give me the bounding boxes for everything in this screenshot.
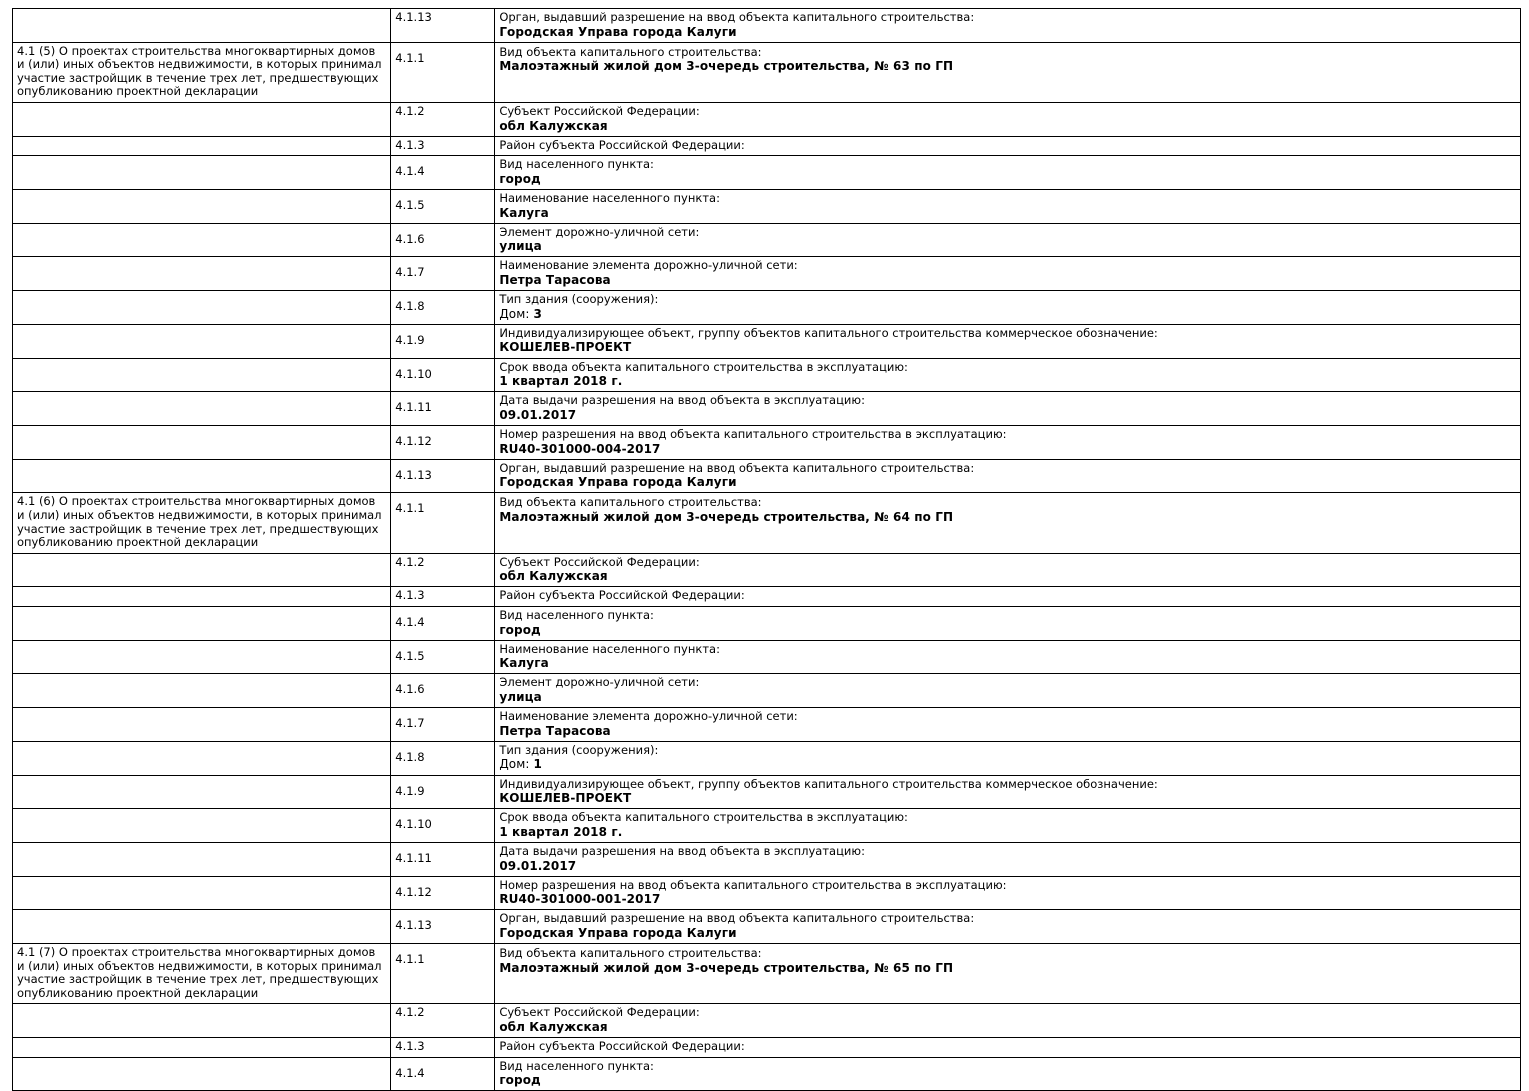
row-value-cell bbox=[495, 741, 1521, 775]
table-row bbox=[13, 156, 1521, 190]
row-value: RU40-301000-001-2017 bbox=[499, 892, 661, 907]
row-label: Наименование населенного пункта: bbox=[499, 191, 720, 205]
row-code-cell bbox=[391, 708, 495, 742]
row-code: 4.1.11 bbox=[395, 400, 432, 415]
row-value-cell bbox=[495, 876, 1521, 910]
row-value-cell bbox=[495, 223, 1521, 257]
row-code: 4.1.1 bbox=[395, 50, 425, 65]
row-code-cell bbox=[391, 42, 495, 102]
row-value-cell bbox=[495, 708, 1521, 742]
row-value-cell bbox=[495, 775, 1521, 809]
row-code-cell bbox=[391, 9, 495, 43]
row-code: 4.1.6 bbox=[395, 682, 425, 697]
spacer-cell bbox=[13, 156, 391, 190]
spacer-cell bbox=[13, 102, 391, 136]
row-label: Вид объекта капитального строительства: bbox=[499, 496, 762, 510]
row-code: 4.1.5 bbox=[395, 197, 425, 212]
row-label: Район субъекта Российской Федерации: bbox=[499, 1040, 745, 1054]
row-label: Срок ввода объекта капитального строительства в эксплуатацию: bbox=[499, 360, 908, 374]
table-row bbox=[13, 606, 1521, 640]
row-label: Тип здания (сооружения): bbox=[499, 743, 659, 757]
row-value-cell bbox=[495, 587, 1521, 607]
row-label: Вид населенного пункта: bbox=[499, 1059, 654, 1073]
table-row bbox=[13, 1057, 1521, 1091]
row-code: 4.1.3 bbox=[395, 1039, 425, 1054]
row-code: 4.1.9 bbox=[395, 332, 425, 347]
row-code-cell bbox=[391, 606, 495, 640]
row-label: Индивидуализирующее объект, группу объектов капитального строительства коммерческое обозначение: bbox=[499, 326, 1158, 340]
row-code: 4.1.7 bbox=[395, 716, 425, 731]
row-value-cell bbox=[495, 358, 1521, 392]
section-title-cell bbox=[13, 9, 391, 43]
row-code: 4.1.5 bbox=[395, 648, 425, 663]
row-code-cell bbox=[391, 291, 495, 325]
table-row bbox=[13, 876, 1521, 910]
row-value: обл Калужская bbox=[499, 1019, 608, 1034]
row-value: 3 bbox=[533, 306, 542, 321]
row-code: 4.1.4 bbox=[395, 614, 425, 629]
row-value-prefix: Дом: bbox=[499, 306, 534, 321]
spacer-cell bbox=[13, 136, 391, 156]
row-value: Городская Управа города Калуги bbox=[499, 475, 737, 490]
row-code: 4.1.6 bbox=[395, 231, 425, 246]
row-value: Малоэтажный жилой дом 3-очередь строительства, № 64 по ГП bbox=[499, 510, 954, 524]
table-row bbox=[13, 587, 1521, 607]
row-code-cell bbox=[391, 674, 495, 708]
table-row bbox=[13, 102, 1521, 136]
spacer-cell bbox=[13, 876, 391, 910]
row-code-cell bbox=[391, 553, 495, 587]
row-label: Вид населенного пункта: bbox=[499, 158, 654, 172]
spacer-cell bbox=[13, 392, 391, 426]
spacer-cell bbox=[13, 324, 391, 358]
row-code-cell bbox=[391, 358, 495, 392]
table-row bbox=[13, 42, 1521, 102]
table-row bbox=[13, 674, 1521, 708]
row-code-cell bbox=[391, 156, 495, 190]
row-label: Субъект Российской Федерации: bbox=[499, 1006, 700, 1020]
table-row bbox=[13, 809, 1521, 843]
row-label: Дата выдачи разрешения на ввод объекта в эксплуатацию: bbox=[499, 845, 865, 858]
section-title: 4.1 (6) О проектах строительства многоквартирных домов и (или) иных объектов недвижимости, в которых принимал участие застройщик в течение трех лет, предшествующих опубликованию проектной декларации bbox=[17, 494, 382, 550]
spacer-cell bbox=[13, 189, 391, 223]
row-code: 4.1.13 bbox=[395, 10, 432, 24]
row-value: город bbox=[499, 171, 541, 186]
row-label: Орган, выдавший разрешение на ввод объекта капитального строительства: bbox=[499, 11, 975, 24]
row-value: 09.01.2017 bbox=[499, 407, 577, 422]
row-code-cell bbox=[391, 640, 495, 674]
row-value: Петра Тарасова bbox=[499, 272, 611, 287]
row-label: Субъект Российской Федерации: bbox=[499, 104, 700, 118]
spacer-cell bbox=[13, 291, 391, 325]
row-code: 4.1.10 bbox=[395, 366, 432, 381]
row-label: Индивидуализирующее объект, группу объектов капитального строительства коммерческое обозначение: bbox=[499, 777, 1158, 791]
row-code: 4.1.8 bbox=[395, 299, 425, 314]
row-code: 4.1.2 bbox=[395, 103, 425, 118]
table-row bbox=[13, 9, 1521, 43]
row-label: Элемент дорожно-уличной сети: bbox=[499, 225, 700, 239]
row-code: 4.1.9 bbox=[395, 783, 425, 798]
spacer-cell bbox=[13, 809, 391, 843]
spacer-cell bbox=[13, 606, 391, 640]
row-label: Вид объекта капитального строительства: bbox=[499, 45, 762, 59]
row-label: Номер разрешения на ввод объекта капитального строительства в эксплуатацию: bbox=[499, 428, 1007, 441]
row-code: 4.1.8 bbox=[395, 749, 425, 764]
row-label: Наименование населенного пункта: bbox=[499, 642, 720, 656]
row-value-line bbox=[499, 757, 1516, 771]
row-value-cell bbox=[495, 1004, 1521, 1038]
row-value: город bbox=[499, 1073, 541, 1088]
row-value-cell bbox=[495, 1038, 1521, 1058]
table-row bbox=[13, 392, 1521, 426]
row-value-cell bbox=[495, 493, 1521, 553]
table-row bbox=[13, 708, 1521, 742]
row-code-cell bbox=[391, 1004, 495, 1038]
row-code-cell bbox=[391, 843, 495, 877]
table-row bbox=[13, 910, 1521, 944]
row-value: Городская Управа города Калуги bbox=[499, 24, 737, 39]
row-value: Малоэтажный жилой дом 3-очередь строительства, № 65 по ГП bbox=[499, 960, 954, 975]
section-title: 4.1 (7) О проектах строительства многоквартирных домов и (или) иных объектов недвижимости, в которых принимал участие застройщик в течение трех лет, предшествующих опубликованию проектной декларации bbox=[17, 945, 382, 1000]
row-code: 4.1.2 bbox=[395, 554, 425, 569]
row-code-cell bbox=[391, 426, 495, 460]
table-row bbox=[13, 640, 1521, 674]
table-row bbox=[13, 1004, 1521, 1038]
row-value-cell bbox=[495, 9, 1521, 43]
row-code: 4.1.12 bbox=[395, 884, 432, 899]
row-code: 4.1.12 bbox=[395, 434, 432, 448]
row-value-cell bbox=[495, 156, 1521, 190]
row-code: 4.1.7 bbox=[395, 265, 425, 280]
table-row bbox=[13, 553, 1521, 587]
row-code: 4.1.11 bbox=[395, 851, 432, 865]
row-code-cell bbox=[391, 944, 495, 1004]
row-code-cell bbox=[391, 775, 495, 809]
row-code-cell bbox=[391, 587, 495, 607]
row-value-cell bbox=[495, 426, 1521, 460]
row-value: обл Калужская bbox=[499, 569, 608, 584]
row-value-cell bbox=[495, 843, 1521, 877]
row-value: КОШЕЛЕВ-ПРОЕКТ bbox=[499, 791, 632, 806]
table-row bbox=[13, 426, 1521, 460]
row-label: Наименование элемента дорожно-уличной сети: bbox=[499, 710, 798, 724]
row-value: город bbox=[499, 622, 541, 637]
row-label: Район субъекта Российской Федерации: bbox=[499, 589, 745, 603]
table-row bbox=[13, 1038, 1521, 1058]
table-row bbox=[13, 944, 1521, 1004]
row-code-cell bbox=[391, 136, 495, 156]
row-value: 1 квартал 2018 г. bbox=[499, 824, 623, 839]
declaration-table bbox=[12, 8, 1521, 1091]
table-row bbox=[13, 324, 1521, 358]
table-row bbox=[13, 358, 1521, 392]
spacer-cell bbox=[13, 553, 391, 587]
row-code: 4.1.13 bbox=[395, 918, 432, 933]
row-code-cell bbox=[391, 1038, 495, 1058]
row-code-cell bbox=[391, 741, 495, 775]
spacer-cell bbox=[13, 1004, 391, 1038]
spacer-cell bbox=[13, 843, 391, 877]
table-row bbox=[13, 843, 1521, 877]
table-row bbox=[13, 291, 1521, 325]
section-title-cell bbox=[13, 493, 391, 553]
row-value: 1 bbox=[533, 757, 542, 772]
row-value-cell bbox=[495, 459, 1521, 493]
row-value-cell bbox=[495, 102, 1521, 136]
row-value-cell bbox=[495, 944, 1521, 1004]
row-value: Калуга bbox=[499, 205, 549, 220]
row-label: Тип здания (сооружения): bbox=[499, 293, 659, 307]
spacer-cell bbox=[13, 257, 391, 291]
table-row bbox=[13, 223, 1521, 257]
row-code: 4.1.4 bbox=[395, 164, 425, 179]
row-value: RU40-301000-004-2017 bbox=[499, 441, 661, 456]
row-label: Орган, выдавший разрешение на ввод объекта капитального строительства: bbox=[499, 461, 975, 475]
row-code-cell bbox=[391, 459, 495, 493]
row-value-cell bbox=[495, 1057, 1521, 1091]
row-value: Петра Тарасова bbox=[499, 723, 611, 738]
row-code: 4.1.3 bbox=[395, 588, 425, 603]
row-code: 4.1.1 bbox=[395, 501, 425, 516]
row-value-cell bbox=[495, 136, 1521, 156]
spacer-cell bbox=[13, 910, 391, 944]
row-value-prefix: Дом: bbox=[499, 757, 534, 772]
row-value: КОШЕЛЕВ-ПРОЕКТ bbox=[499, 340, 632, 355]
row-code-cell bbox=[391, 809, 495, 843]
row-value-cell bbox=[495, 640, 1521, 674]
row-code-cell bbox=[391, 876, 495, 910]
spacer-cell bbox=[13, 1038, 391, 1058]
row-value: улица bbox=[499, 239, 542, 254]
row-label: Элемент дорожно-уличной сети: bbox=[499, 676, 700, 690]
row-value-cell bbox=[495, 257, 1521, 291]
row-label: Вид объекта капитального строительства: bbox=[499, 947, 762, 961]
row-value: 1 квартал 2018 г. bbox=[499, 374, 623, 389]
spacer-cell bbox=[13, 775, 391, 809]
row-code-cell bbox=[391, 223, 495, 257]
row-code: 4.1.3 bbox=[395, 137, 425, 152]
table-body bbox=[13, 9, 1521, 1091]
spacer-cell bbox=[13, 674, 391, 708]
spacer-cell bbox=[13, 459, 391, 493]
row-code: 4.1.10 bbox=[395, 817, 432, 832]
row-code-cell bbox=[391, 257, 495, 291]
row-value: Калуга bbox=[499, 656, 549, 671]
row-code: 4.1.2 bbox=[395, 1005, 425, 1020]
row-code: 4.1.13 bbox=[395, 467, 432, 482]
row-value-cell bbox=[495, 42, 1521, 102]
row-value-cell bbox=[495, 189, 1521, 223]
row-value-cell bbox=[495, 809, 1521, 843]
section-title: 4.1 (5) О проектах строительства многоквартирных домов и (или) иных объектов недвижимости, в которых принимал участие застройщик в течение трех лет, предшествующих опубликованию проектной декларации bbox=[17, 43, 382, 99]
row-code: 4.1.4 bbox=[395, 1065, 425, 1080]
table-row bbox=[13, 136, 1521, 156]
section-title-cell bbox=[13, 42, 391, 102]
row-value: 09.01.2017 bbox=[499, 858, 577, 873]
table-row bbox=[13, 741, 1521, 775]
row-value: Городская Управа города Калуги bbox=[499, 926, 737, 940]
row-value-cell bbox=[495, 553, 1521, 587]
table-row bbox=[13, 493, 1521, 553]
table-row bbox=[13, 257, 1521, 291]
row-code-cell bbox=[391, 324, 495, 358]
row-label: Номер разрешения на ввод объекта капитального строительства в эксплуатацию: bbox=[499, 878, 1007, 892]
spacer-cell bbox=[13, 223, 391, 257]
row-code: 4.1.1 bbox=[395, 952, 425, 967]
spacer-cell bbox=[13, 1057, 391, 1091]
row-value-cell bbox=[495, 324, 1521, 358]
row-value-cell bbox=[495, 291, 1521, 325]
spacer-cell bbox=[13, 640, 391, 674]
row-value-cell bbox=[495, 910, 1521, 944]
spacer-cell bbox=[13, 708, 391, 742]
spacer-cell bbox=[13, 358, 391, 392]
row-code-cell bbox=[391, 1057, 495, 1091]
row-label: Вид населенного пункта: bbox=[499, 608, 654, 622]
row-code-cell bbox=[391, 102, 495, 136]
table-row bbox=[13, 459, 1521, 493]
table-row bbox=[13, 775, 1521, 809]
row-label: Наименование элемента дорожно-уличной сети: bbox=[499, 259, 798, 273]
row-label: Дата выдачи разрешения на ввод объекта в эксплуатацию: bbox=[499, 394, 865, 408]
row-code-cell bbox=[391, 392, 495, 426]
spacer-cell bbox=[13, 741, 391, 775]
row-value-cell bbox=[495, 606, 1521, 640]
row-code-cell bbox=[391, 493, 495, 553]
row-label: Орган, выдавший разрешение на ввод объекта капитального строительства: bbox=[499, 912, 975, 926]
row-value: обл Калужская bbox=[499, 118, 608, 133]
row-label: Субъект Российской Федерации: bbox=[499, 555, 700, 569]
row-label: Срок ввода объекта капитального строительства в эксплуатацию: bbox=[499, 811, 908, 825]
row-code-cell bbox=[391, 189, 495, 223]
spacer-cell bbox=[13, 587, 391, 607]
row-code-cell bbox=[391, 910, 495, 944]
section-title-cell bbox=[13, 944, 391, 1004]
row-value: улица bbox=[499, 689, 542, 704]
table-row bbox=[13, 189, 1521, 223]
row-label: Район субъекта Российской Федерации: bbox=[499, 138, 745, 152]
row-value-cell bbox=[495, 392, 1521, 426]
row-value-line bbox=[499, 307, 1516, 321]
row-value-cell bbox=[495, 674, 1521, 708]
row-value: Малоэтажный жилой дом 3-очередь строительства, № 63 по ГП bbox=[499, 59, 954, 74]
spacer-cell bbox=[13, 426, 391, 460]
